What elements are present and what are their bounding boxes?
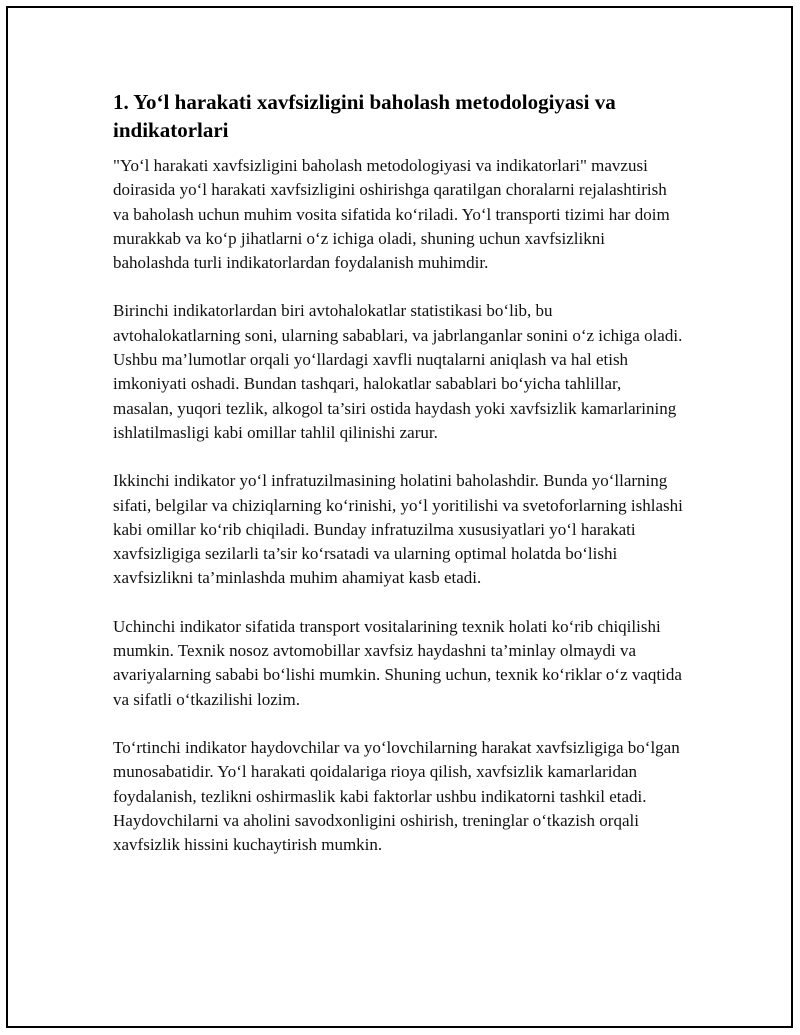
paragraph-first-indicator: Birinchi indikatorlardan biri avtohalokatlar statistikasi bo‘lib, bu avtohalokatlarning soni, ularning sabablari, va jabrlanganlar sonini o‘z ichiga oladi. Ushbu ma’lumotlar orqali yo‘llardagi xavfli nuqtalarni aniqlash va hal etish imkoniyati oshadi. Bundan tashqari, halokatlar sabablari bo‘yicha tahlillar, masalan, yuqori tezlik, alkogol ta’siri ostida haydash yoki xavfsizlik kamarlarining ishlatilmasligi kabi omillar tahlil qilinishi zarur. — [113, 301, 683, 442]
section-heading: 1. Yo‘l harakati xavfsizligini baholash metodologiyasi va indikatorlari — [113, 90, 616, 142]
paragraph-third-indicator: Uchinchi indikator sifatida transport vositalarining texnik holati ko‘rib chiqilishi mumkin. Texnik nosoz avtomobillar xavfsiz haydashni ta’minlay olmaydi va avariyalarning sababi bo‘lishi mumkin. Shuning uchun, texnik ko‘riklar o‘z vaqtida va sifatli o‘tkazilishi lozim. — [113, 616, 682, 709]
document-body — [113, 88, 683, 881]
paragraph-intro: "Yo‘l harakati xavfsizligini baholash metodologiyasi va indikatorlari" mavzusi doirasida yo‘l harakati xavfsizligini oshirishga qaratilgan choralarni rejalashtirish va baholash uchun muhim vosita sifatida ko‘riladi. Yo‘l transporti tizimi har doim murakkab va ko‘p jihatlarni o‘z ichiga oladi, shuning uchun xavfsizlikni baholashda turli indikatorlardan foydalanish muhimdir. — [113, 156, 670, 273]
paragraph-second-indicator: Ikkinchi indikator yo‘l infratuzilmasining holatini baholashdir. Bunda yo‘llarning sifati, belgilar va chiziqlarning ko‘rinishi, yo‘l yoritilishi va svetoforlarning ishlashi kabi omillar ko‘rib chiqiladi. Bunday infratuzilma xususiyatlari yo‘l harakati xavfsizligiga sezilarli ta’sir ko‘rsatadi va ularning optimal holatda bo‘lishi xavfsizlikni ta’minlashda muhim ahamiyat kasb etadi. — [113, 471, 683, 588]
paragraph-fourth-indicator: To‘rtinchi indikator haydovchilar va yo‘lovchilarning harakat xavfsizligiga bo‘lgan munosabatidir. Yo‘l harakati qoidalariga rioya qilish, xavfsizlik kamarlaridan foydalanish, tezlikni oshirmaslik kabi faktorlar ushbu indikatorni tashkil etadi. Haydovchilarni va aholini savodxonligini oshirish, treninglar o‘tkazish orqali xavfsizlik hissini kuchaytirish mumkin. — [113, 737, 680, 855]
